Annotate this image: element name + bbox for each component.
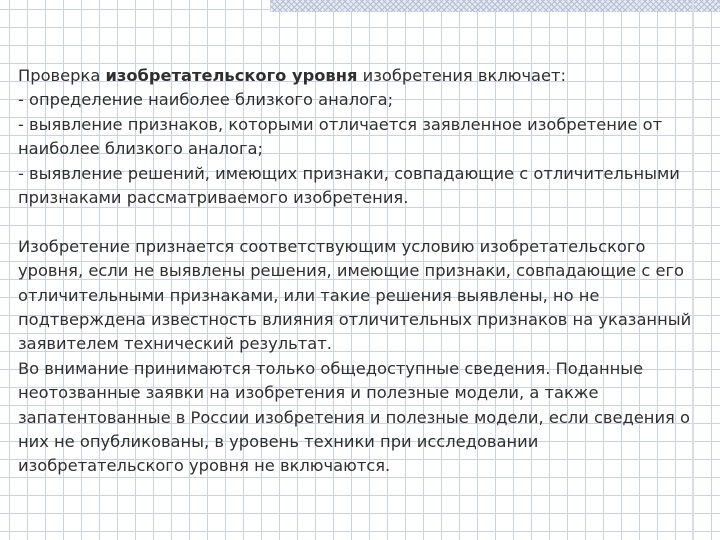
checklist-item-3: - выявление решений, имеющих признаки, совпадающие с отличительными признаками рассматриваемого изобретения.: [18, 163, 680, 208]
checklist-item-1: - определение наиболее близкого аналога;: [18, 90, 394, 110]
public-info-paragraph: Во внимание принимаются только общедоступные сведения. Поданные неотозванные заявки на изобретения и полезные модели, а также запатентованные в России изобретения и полезные модели, если сведения о них не опубликованы, в уровень техники при исследовании изобретательского уровня не включаются.: [18, 358, 690, 476]
slide-body: [18, 64, 708, 479]
paragraph-gap: [18, 210, 708, 234]
intro-suffix: изобретения включает:: [357, 66, 567, 85]
decorative-pattern-strip: [270, 0, 720, 12]
criteria-paragraph: Изобретение признается соответствующим условию изобретательского уровня, если не выявлены решения, имеющие признаки, совпадающие с его отличительными признаками, или такие решения выявлены, но не подтверждена известность влияния отличительных признаков на указанный заявителем технический результат.: [18, 236, 692, 354]
checklist-intro: [18, 64, 708, 88]
intro-bold-term: изобретательского уровня: [105, 66, 358, 85]
intro-prefix: Проверка: [18, 66, 106, 85]
checklist-item-2: - выявление признаков, которыми отличается заявленное изобретение от наиболее близкого аналога;: [18, 114, 663, 159]
